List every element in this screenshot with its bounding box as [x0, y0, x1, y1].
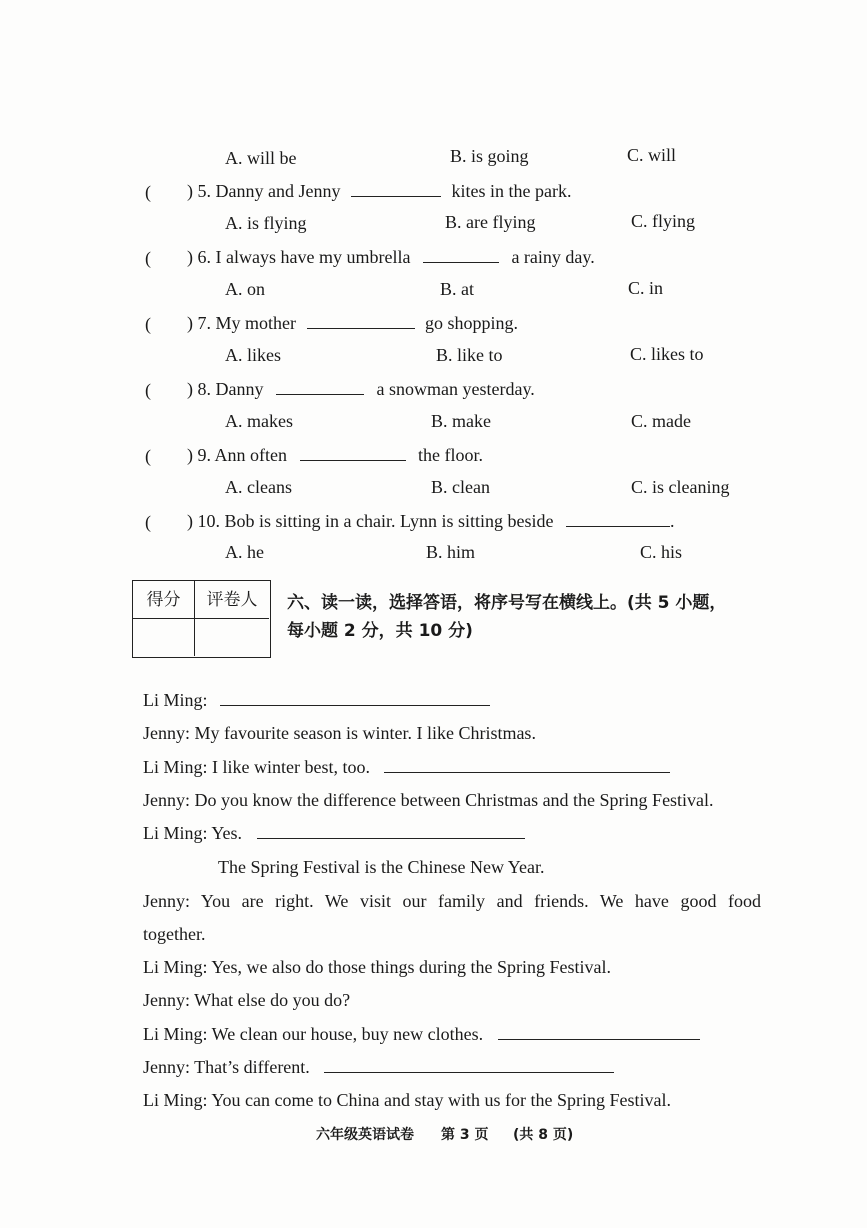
q5-answer-blank[interactable]: [351, 180, 441, 197]
q9-paren: (: [145, 446, 151, 466]
dialog-line-9: Li Ming: Yes, we also do those things during the Spring Festival.: [143, 957, 611, 977]
q7-answer-blank[interactable]: [307, 312, 415, 329]
q5-option-b: B. are flying: [445, 212, 536, 232]
dialog-line-10: Jenny: What else do you do?: [143, 990, 351, 1010]
q10-text-after: .: [670, 511, 675, 531]
q9-stem: [187, 444, 483, 466]
q7-stem: [187, 312, 518, 334]
dialog-text-5: Li Ming: Yes.: [143, 823, 243, 843]
footer-total: (共 8 页): [513, 1127, 574, 1143]
q7-number: ) 7.: [187, 313, 211, 333]
footer-page: 第 3 页: [441, 1127, 489, 1143]
dialog-blank-5[interactable]: [324, 1056, 614, 1073]
dialog-blank-2[interactable]: [384, 756, 670, 773]
dialog-text-11: Li Ming: We clean our house, buy new clothes.: [143, 1024, 484, 1044]
q10-paren: (: [145, 512, 151, 532]
q6-stem: [187, 246, 595, 268]
q5-paren: (: [145, 182, 151, 202]
q6-answer-blank[interactable]: [423, 246, 499, 263]
q9-option-a: A. cleans: [225, 477, 292, 497]
footer-title: 六年级英语试卷: [316, 1127, 414, 1143]
q8-paren: (: [145, 380, 151, 400]
q8-text-before: Danny: [215, 379, 264, 399]
q4-option-a: A. will be: [225, 148, 297, 168]
q7-text-after: go shopping.: [425, 313, 519, 333]
dialog-text-3: Li Ming: I like winter best, too.: [143, 757, 370, 777]
q9-text-before: Ann often: [214, 445, 287, 465]
q10-stem: [187, 510, 675, 532]
q6-option-c: C. in: [628, 278, 664, 298]
q6-option-a: A. on: [225, 279, 265, 299]
q5-option-c: C. flying: [631, 211, 696, 231]
q10-number: ) 10.: [187, 511, 220, 531]
dialog-line-12: [143, 1056, 614, 1078]
dialog-line-2: Jenny: My favourite season is winter. I like Christmas.: [143, 723, 536, 743]
q10-option-c: C. his: [640, 542, 683, 562]
q5-option-a: A. is flying: [225, 213, 307, 233]
section-heading-line1: 六、读一读，选择答语，将序号写在横线上。(共 5 小题，: [287, 593, 727, 613]
score-label: 得分: [133, 581, 195, 619]
dialog-line-8: together.: [143, 924, 206, 944]
grader-label: 评卷人: [195, 581, 269, 619]
score-input-cell[interactable]: [133, 619, 195, 656]
grader-input-cell[interactable]: [195, 619, 269, 656]
q6-option-b: B. at: [440, 279, 474, 299]
q7-option-a: A. likes: [225, 345, 281, 365]
q10-answer-blank[interactable]: [566, 510, 670, 527]
q9-text-after: the floor.: [418, 445, 483, 465]
q5-text-before: Danny and Jenny: [215, 181, 341, 201]
q6-paren: (: [145, 248, 151, 268]
q6-text-after: a rainy day.: [511, 247, 595, 267]
q9-answer-blank[interactable]: [300, 444, 406, 461]
dialog-speaker-1: Li Ming:: [143, 690, 208, 710]
dialog-line-4: Jenny: Do you know the difference between Christmas and the Spring Festival.: [143, 790, 714, 810]
dialog-blank-1[interactable]: [220, 689, 490, 706]
q6-text-before: I always have my umbrella: [215, 247, 411, 267]
dialog-line-5: [143, 822, 525, 844]
q7-option-b: B. like to: [436, 345, 503, 365]
dialog-line-13: Li Ming: You can come to China and stay with us for the Spring Festival.: [143, 1090, 671, 1110]
dialog-blank-3[interactable]: [257, 822, 525, 839]
dialog-blank-4[interactable]: [498, 1023, 700, 1040]
section-heading-line2: 每小题 2 分，共 10 分): [287, 621, 473, 641]
q8-stem: [187, 378, 535, 400]
dialog-line-6: The Spring Festival is the Chinese New Year.: [218, 857, 545, 877]
q10-text-before: Bob is sitting in a chair. Lynn is sitting beside: [224, 511, 554, 531]
q5-number: ) 5.: [187, 181, 211, 201]
q10-option-a: A. he: [225, 542, 264, 562]
q7-paren: (: [145, 314, 151, 334]
dialog-line-7: Jenny: You are right. We visit our family and friends. We have good food: [143, 891, 761, 911]
q4-option-b: B. is going: [450, 146, 529, 166]
q9-number: ) 9.: [187, 445, 211, 465]
q10-option-b: B. him: [426, 542, 476, 562]
dialog-line-3: [143, 756, 670, 778]
q4-option-c: C. will: [627, 145, 677, 165]
q7-text-before: My mother: [215, 313, 296, 333]
q8-text-after: a snowman yesterday.: [376, 379, 535, 399]
q8-option-a: A. makes: [225, 411, 293, 431]
score-table: [132, 580, 271, 658]
q5-stem: [187, 180, 571, 202]
q8-answer-blank[interactable]: [276, 378, 364, 395]
q9-option-c: C. is cleaning: [631, 477, 730, 497]
q8-number: ) 8.: [187, 379, 211, 399]
q9-option-b: B. clean: [431, 477, 490, 497]
q8-option-b: B. make: [431, 411, 491, 431]
q8-option-c: C. made: [631, 411, 691, 431]
q6-number: ) 6.: [187, 247, 211, 267]
dialog-line-11: [143, 1023, 700, 1045]
q7-option-c: C. likes to: [630, 344, 704, 364]
dialog-text-12: Jenny: That’s different.: [143, 1057, 310, 1077]
dialog-line-1: [143, 689, 490, 711]
q5-text-after: kites in the park.: [451, 181, 572, 201]
